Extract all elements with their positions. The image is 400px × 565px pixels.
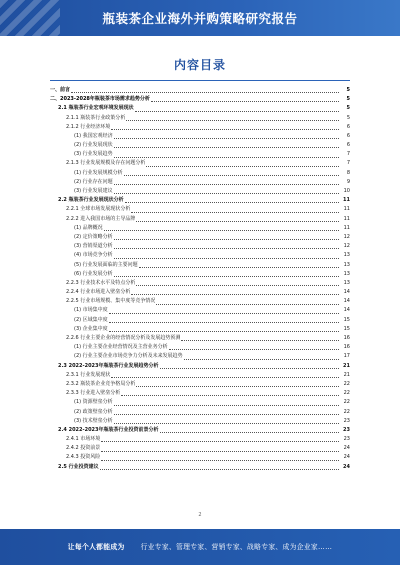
toc-leader-dots bbox=[104, 229, 339, 231]
toc-entry-label: 2.3.3 行业进入壁垒分析 bbox=[66, 390, 121, 397]
toc-entry[interactable] bbox=[50, 343, 350, 352]
toc-entry-label: 2.3.2 瓶装茶企业竞争格局分析 bbox=[66, 380, 136, 387]
toc-entry-page: 5 bbox=[346, 96, 350, 103]
toc-entry-page: 14 bbox=[343, 298, 350, 305]
toc-entry-page: 24 bbox=[343, 445, 350, 452]
toc-leader-dots bbox=[136, 220, 339, 222]
toc-entry-label: 2.2.6 行业主要企业的经营情况分析及发展趋势预测 bbox=[66, 335, 181, 342]
toc-entry-label: 2.2.3 行业技术水平及特点分析 bbox=[66, 279, 136, 286]
toc-entry-page: 13 bbox=[343, 252, 350, 259]
report-title: 瓶装茶企业海外并购策略研究报告 bbox=[102, 11, 298, 26]
toc-entry[interactable] bbox=[50, 279, 350, 288]
toc-entry-page: 11 bbox=[343, 197, 350, 204]
toc-entry-page: 23 bbox=[343, 436, 350, 443]
toc-entry[interactable] bbox=[50, 150, 350, 159]
toc-entry[interactable] bbox=[50, 95, 350, 104]
toc-entry-page: 16 bbox=[343, 335, 350, 342]
toc-entry[interactable] bbox=[50, 233, 350, 242]
toc-entry-label: (1) 品牌概况 bbox=[74, 224, 103, 231]
toc-leader-dots bbox=[121, 394, 339, 396]
toc-entry-page: 23 bbox=[343, 426, 350, 433]
report-header-banner bbox=[0, 0, 400, 36]
toc-leader-dots bbox=[136, 385, 339, 387]
toc-entry[interactable] bbox=[50, 380, 350, 389]
toc-entry-page: 14 bbox=[343, 289, 350, 296]
toc-leader-dots bbox=[135, 110, 339, 112]
toc-entry-label: (3) 企业集中度 bbox=[74, 325, 108, 332]
toc-entry-label: (1) 市场集中度 bbox=[74, 307, 108, 314]
toc-entry[interactable] bbox=[50, 454, 350, 463]
toc-entry[interactable] bbox=[50, 316, 350, 325]
toc-entry-label: 2.2.5 行业市场规模、集中度等竞争情况 bbox=[66, 298, 156, 305]
toc-leader-dots bbox=[101, 459, 339, 461]
toc-leader-dots bbox=[146, 165, 339, 167]
toc-entry[interactable] bbox=[50, 389, 350, 398]
toc-leader-dots bbox=[114, 183, 339, 185]
toc-entry[interactable] bbox=[50, 426, 350, 435]
toc-leader-dots bbox=[71, 91, 339, 93]
toc-entry[interactable] bbox=[50, 141, 350, 150]
toc-leader-dots bbox=[101, 440, 339, 442]
toc-entry-page: 5 bbox=[346, 105, 350, 112]
toc-entry-label: 2.4.3 投资风险 bbox=[66, 454, 101, 461]
toc-entry[interactable] bbox=[50, 352, 350, 361]
toc-entry-page: 8 bbox=[346, 169, 350, 176]
toc-leader-dots bbox=[156, 303, 339, 305]
toc-entry-page: 24 bbox=[343, 454, 350, 461]
toc-leader-dots bbox=[184, 358, 339, 360]
toc-entry[interactable] bbox=[50, 297, 350, 306]
toc-entry-page: 13 bbox=[343, 270, 350, 277]
toc-entry[interactable] bbox=[50, 242, 350, 251]
toc-entry-page: 7 bbox=[346, 151, 350, 158]
toc-leader-dots bbox=[114, 413, 339, 415]
toc-entry-label: 2.1.1 瓶装茶行业政策分析 bbox=[66, 114, 126, 121]
toc-entry[interactable] bbox=[50, 444, 350, 453]
toc-entry-label: (2) 定价策略分析 bbox=[74, 233, 113, 240]
toc-entry-label: (3) 行业发展趋势 bbox=[74, 151, 113, 158]
toc-entry-page: 11 bbox=[343, 224, 350, 231]
toc-entry-page: 5 bbox=[346, 114, 350, 121]
toc-entry-page: 12 bbox=[343, 233, 350, 240]
toc-entry[interactable] bbox=[50, 251, 350, 260]
toc-entry[interactable] bbox=[50, 114, 350, 123]
toc-entry[interactable] bbox=[50, 215, 350, 224]
toc-leader-dots bbox=[114, 192, 339, 194]
toc-entry[interactable] bbox=[50, 417, 350, 426]
toc-entry[interactable] bbox=[50, 463, 350, 472]
toc-entry-page: 15 bbox=[343, 316, 350, 323]
toc-entry-label: 2.4 2022-2023年瓶装茶行业投资前景分析 bbox=[58, 426, 159, 433]
toc-entry-page: 6 bbox=[346, 142, 350, 149]
toc-leader-dots bbox=[100, 468, 339, 470]
toc-entry-label: (2) 行业发展现状 bbox=[74, 142, 113, 149]
toc-entry-page: 22 bbox=[343, 390, 350, 397]
toc-entry-page: 6 bbox=[346, 132, 350, 139]
toc-leader-dots bbox=[111, 128, 339, 130]
toc-entry-label: 2.2 瓶装茶行业发展现状分析 bbox=[58, 197, 124, 204]
toc-entry-label: 2.4.2 投资前景 bbox=[66, 445, 101, 452]
toc-entry-label: (6) 行业发展分析 bbox=[74, 270, 113, 277]
toc-entry-page: 21 bbox=[343, 362, 350, 369]
toc-leader-dots bbox=[111, 376, 339, 378]
toc-entry[interactable] bbox=[50, 196, 350, 205]
toc-entry-label: (1) 行业主要企业经营情况及主营业务分析 bbox=[74, 344, 168, 351]
toc-leader-dots bbox=[125, 201, 339, 203]
toc-entry-label: (1) 我国宏观经济 bbox=[74, 132, 113, 139]
toc-entry[interactable] bbox=[50, 362, 350, 371]
toc-entry[interactable] bbox=[50, 169, 350, 178]
toc-entry-label: 2.5 行业投资建议 bbox=[58, 463, 99, 470]
toc-entry-page: 11 bbox=[343, 206, 350, 213]
toc-leader-dots bbox=[160, 367, 339, 369]
toc-entry-label: 2.2.1 全球市场发展现状分析 bbox=[66, 206, 131, 213]
toc-entry[interactable] bbox=[50, 187, 350, 196]
toc-leader-dots bbox=[114, 247, 339, 249]
toc-leader-dots bbox=[114, 275, 339, 277]
toc-entry-page: 22 bbox=[343, 380, 350, 387]
toc-entry[interactable] bbox=[50, 132, 350, 141]
toc-entry-page: 11 bbox=[343, 215, 350, 222]
toc-entry-page: 22 bbox=[343, 399, 350, 406]
table-of-contents bbox=[50, 86, 350, 472]
toc-entry-label: (2) 政策壁垒分析 bbox=[74, 408, 113, 415]
toc-leader-dots bbox=[124, 174, 339, 176]
toc-entry-page: 16 bbox=[343, 344, 350, 351]
toc-entry[interactable] bbox=[50, 288, 350, 297]
toc-entry[interactable] bbox=[50, 325, 350, 334]
footer-slogan: 让每个人都能成为 bbox=[67, 543, 125, 551]
toc-entry-label: 2.1.3 行业发展规模及存在问题分析 bbox=[66, 160, 146, 167]
toc-entry-page: 15 bbox=[343, 325, 350, 332]
toc-entry[interactable] bbox=[50, 261, 350, 270]
toc-entry-page: 6 bbox=[346, 123, 350, 130]
toc-entry-page: 9 bbox=[346, 178, 350, 185]
footer-banner bbox=[0, 529, 400, 565]
toc-leader-dots bbox=[101, 450, 339, 452]
toc-entry-page: 17 bbox=[343, 353, 350, 360]
toc-entry-label: 2.1.2 行业经济环境 bbox=[66, 123, 111, 130]
toc-leader-dots bbox=[181, 339, 339, 341]
toc-entry-label: 2.2.2 进入我国市场的主导品牌 bbox=[66, 215, 136, 222]
toc-entry-page: 5 bbox=[346, 86, 350, 93]
toc-leader-dots bbox=[126, 119, 339, 121]
toc-leader-dots bbox=[114, 146, 339, 148]
toc-entry-label: (4) 市场竞争分析 bbox=[74, 252, 113, 259]
toc-entry-label: (5) 行业发展面临的主要问题 bbox=[74, 261, 138, 268]
toc-entry-label: (2) 行业存在问题 bbox=[74, 178, 113, 185]
toc-entry[interactable] bbox=[50, 205, 350, 214]
toc-entry[interactable] bbox=[50, 307, 350, 316]
toc-entry-label: (1) 行业发展规模分析 bbox=[74, 169, 123, 176]
toc-entry-label: (1) 资源壁垒分析 bbox=[74, 399, 113, 406]
toc-leader-dots bbox=[114, 238, 339, 240]
toc-leader-dots bbox=[131, 293, 339, 295]
toc-entry-label: 2.3 2022-2023年瓶装茶行业发展趋势分析 bbox=[58, 362, 159, 369]
toc-leader-dots bbox=[131, 211, 339, 213]
footer-text bbox=[0, 541, 400, 551]
toc-leader-dots bbox=[136, 284, 339, 286]
toc-entry-label: (3) 营销渠道分析 bbox=[74, 243, 113, 250]
toc-entry[interactable] bbox=[50, 435, 350, 444]
toc-entry-page: 24 bbox=[343, 463, 350, 470]
toc-entry-label: (3) 技术壁垒分析 bbox=[74, 417, 113, 424]
toc-entry-page: 13 bbox=[343, 279, 350, 286]
toc-entry-label: 2.2.4 行业市场进入壁垒分析 bbox=[66, 289, 131, 296]
toc-leader-dots bbox=[109, 312, 339, 314]
page-number: 2 bbox=[198, 512, 202, 518]
toc-entry[interactable] bbox=[50, 104, 350, 113]
toc-entry-page: 23 bbox=[343, 417, 350, 424]
toc-divider bbox=[50, 80, 350, 81]
toc-entry-label: 2.1 瓶装茶行业宏观环境发展现状 bbox=[58, 105, 134, 112]
toc-title: 内容目录 bbox=[173, 58, 226, 72]
toc-entry-page: 7 bbox=[346, 160, 350, 167]
toc-leader-dots bbox=[114, 257, 339, 259]
toc-leader-dots bbox=[109, 321, 339, 323]
toc-entry-label: (2) 区域集中度 bbox=[74, 316, 108, 323]
toc-entry-label: 2.4.1 市场环境 bbox=[66, 436, 101, 443]
toc-entry[interactable] bbox=[50, 224, 350, 233]
toc-entry-page: 14 bbox=[343, 307, 350, 314]
toc-leader-dots bbox=[169, 348, 339, 350]
toc-leader-dots bbox=[114, 404, 339, 406]
toc-entry-page: 22 bbox=[343, 408, 350, 415]
toc-leader-dots bbox=[160, 431, 339, 433]
toc-entry-label: 2.3.1 行业发展现状 bbox=[66, 371, 111, 378]
toc-entry[interactable] bbox=[50, 270, 350, 279]
toc-leader-dots bbox=[114, 137, 339, 139]
toc-entry-page: 13 bbox=[343, 261, 350, 268]
toc-entry[interactable] bbox=[50, 408, 350, 417]
toc-entry[interactable] bbox=[50, 123, 350, 132]
toc-entry[interactable] bbox=[50, 160, 350, 169]
toc-entry-page: 12 bbox=[343, 243, 350, 250]
toc-entry-page: 21 bbox=[343, 371, 350, 378]
toc-entry-label: 一、前言 bbox=[50, 86, 71, 93]
toc-entry[interactable] bbox=[50, 371, 350, 380]
toc-leader-dots bbox=[109, 330, 339, 332]
toc-leader-dots bbox=[114, 422, 339, 424]
toc-entry-page: 10 bbox=[343, 188, 350, 195]
toc-entry-label: (3) 行业发展建议 bbox=[74, 188, 113, 195]
toc-entry[interactable] bbox=[50, 86, 350, 95]
toc-entry[interactable] bbox=[50, 334, 350, 343]
toc-leader-dots bbox=[114, 156, 339, 158]
toc-entry-label: (2) 行业主要企业市场竞争力分析及未来发展趋势 bbox=[74, 353, 183, 360]
toc-leader-dots bbox=[139, 266, 339, 268]
toc-entry[interactable] bbox=[50, 178, 350, 187]
toc-entry[interactable] bbox=[50, 398, 350, 407]
footer-roles: 行业专家、管理专家、营销专家、战略专家、成为企业家…… bbox=[140, 543, 333, 551]
toc-entry-label: 二、2023-2028年瓶装茶市场需求趋势分析 bbox=[50, 96, 150, 103]
toc-leader-dots bbox=[151, 100, 339, 102]
